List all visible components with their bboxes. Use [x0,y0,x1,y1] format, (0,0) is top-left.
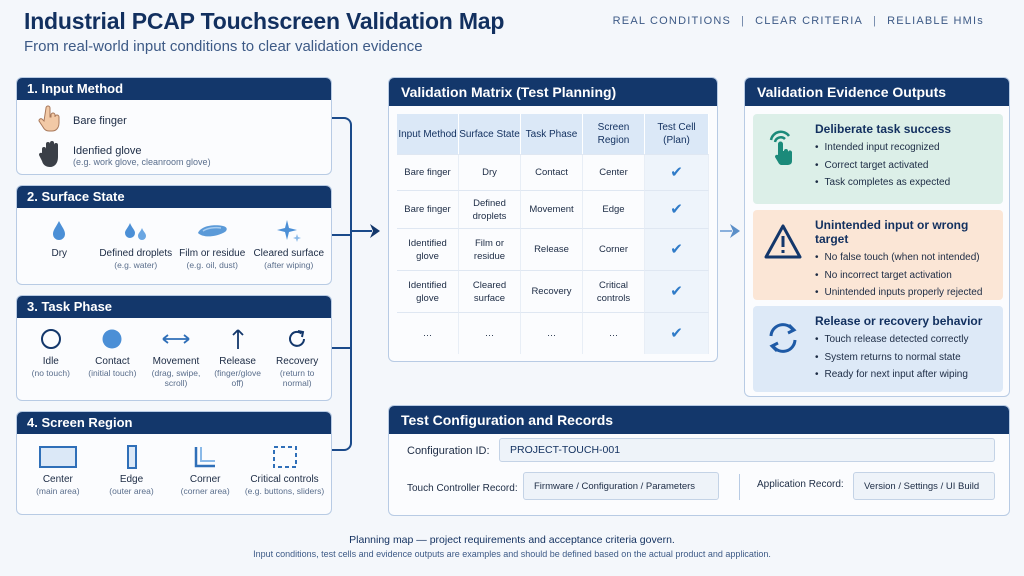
footer-disclaimer: Input conditions, test cells and evidence outputs are examples and should be defined based on the actual product and application. [253,549,771,559]
table-cell: Movement [521,190,583,228]
check-icon: ✔ [645,312,709,354]
region-item-critical [242,444,327,496]
table-row [397,270,709,312]
region-item-label: Center [42,474,73,485]
evidence-block-title: Release or recovery behavior [815,314,983,328]
column-header: Task Phase [521,114,583,154]
connector-line [332,117,352,451]
region-item-sub: (outer area) [109,486,154,496]
edge-region-icon [95,444,169,470]
warning-icon [763,222,803,262]
refresh-arrows-icon [763,318,803,358]
filled-circle-icon [81,326,143,352]
corner-region-icon [168,444,242,470]
surface-item-label: Film or residue [179,248,246,259]
table-cell: Corner [583,228,645,270]
evidence-title: Validation Evidence Outputs [745,78,1009,106]
phase-item-label: Release [219,356,256,367]
configuration-id-label: Configuration ID: [407,445,490,457]
check-icon: ✔ [645,228,709,270]
table-cell: Identified glove [397,270,459,312]
table-row [397,312,709,354]
input-method-card [16,77,332,175]
table-header-row [397,114,709,154]
hand-pointer-icon [37,105,63,138]
tag-clear-criteria: CLEAR CRITERIA [755,15,864,27]
input-item-label: Bare finger [73,115,127,127]
table-cell: … [583,312,645,354]
evidence-item: • Correct target activated [815,157,995,175]
task-phase-card [16,295,332,401]
refresh-icon [268,326,326,352]
sparkle-icon [251,218,328,244]
surface-item-sub: (e.g. oil, dust) [186,260,238,270]
column-header: Test Cell (Plan) [645,114,709,154]
surface-state-title: 2. Surface State [17,186,331,208]
evidence-block-title: Deliberate task success [815,122,952,136]
phase-item-idle [22,326,80,378]
application-record-field[interactable]: Version / Settings / UI Build [853,472,995,500]
glove-icon [37,139,63,174]
surface-item-film [174,218,251,270]
evidence-block-unintended [753,210,1003,300]
surface-state-card [16,185,332,285]
table-cell: Edge [583,190,645,228]
tag-separator: | [741,15,746,27]
phase-item-sub: (drag, swipe, scroll) [151,368,201,388]
connector-line [332,234,352,236]
evidence-item: • Ready for next input after wiping [815,366,995,384]
evidence-block-recovery [753,306,1003,392]
phase-item-contact [81,326,143,378]
table-cell: Contact [521,154,583,190]
arrow-right-icon [728,222,742,245]
table-cell: … [397,312,459,354]
region-item-edge [95,444,169,496]
table-cell: … [521,312,583,354]
evidence-block-success [753,114,1003,204]
phase-item-label: Movement [152,356,200,367]
surface-item-sub: (e.g. water) [114,260,158,270]
screen-region-title: 4. Screen Region [17,412,331,434]
touch-controller-record-label: Touch Controller Record: [407,483,518,494]
region-item-sub: (e.g. buttons, sliders) [244,486,325,496]
evidence-item: • Touch release detected correctly [815,331,995,349]
touch-controller-record-field[interactable]: Firmware / Configuration / Parameters [523,472,719,500]
surface-item-dry [21,218,98,260]
validation-matrix-table [397,114,709,354]
film-icon [174,218,251,244]
table-cell: Dry [459,154,521,190]
page-title: Industrial PCAP Touchscreen Validation Map [24,8,505,34]
table-cell: Identified glove [397,228,459,270]
column-header: Screen Region [583,114,645,154]
phase-item-label: Idle [42,356,59,367]
table-cell: Cleared surface [459,270,521,312]
input-method-title: 1. Input Method [17,78,331,100]
tag-reliable-hmis: RELIABLE HMIs [887,15,984,27]
config-title: Test Configuration and Records [389,406,1009,434]
region-item-label: Corner [189,474,221,485]
table-row [397,190,709,228]
column-header: Input Method [397,114,459,154]
region-item-label: Critical controls [250,474,319,485]
table-cell: Center [583,154,645,190]
region-item-corner [168,444,242,496]
droplets-icon [98,218,175,244]
phase-item-sub: (finger/glove off) [214,368,261,388]
input-item-sub: (e.g. work glove, cleanroom glove) [73,157,211,167]
table-row [397,154,709,190]
check-icon: ✔ [645,154,709,190]
tap-hand-icon [763,126,803,166]
region-item-label: Edge [119,474,144,485]
surface-item-sub: (after wiping) [264,260,314,270]
surface-item-cleared [251,218,328,270]
region-item-sub: (main area) [36,486,80,496]
surface-item-droplets [98,218,175,270]
table-row [397,228,709,270]
evidence-item: • No incorrect target activation [815,267,995,285]
footer-note: Planning map — project requirements and acceptance criteria govern. [349,534,675,546]
evidence-item: • Unintended inputs properly rejected [815,284,995,302]
input-item-label: Idenfied glove [73,145,142,157]
phase-item-sub: (return to normal) [279,368,315,388]
phase-item-release [209,326,267,388]
table-cell: Recovery [521,270,583,312]
table-cell: Critical controls [583,270,645,312]
application-record-label: Application Record: [757,479,844,490]
evidence-item: • No false touch (when not intended) [815,249,995,267]
phase-item-recovery [268,326,326,388]
surface-item-label: Dry [51,248,68,259]
check-icon: ✔ [645,270,709,312]
divider [739,474,740,500]
input-item-glove [17,138,331,174]
region-item-sub: (corner area) [180,486,230,496]
evidence-block-title: Unintended input or wrong target [815,218,969,246]
input-item-bare-finger [17,104,331,138]
table-cell: Release [521,228,583,270]
evidence-item: • Task completes as expected [815,174,995,192]
double-arrow-icon [145,326,207,352]
check-icon: ✔ [645,190,709,228]
phase-item-label: Contact [95,356,130,367]
column-header: Surface State [459,114,521,154]
matrix-title: Validation Matrix (Test Planning) [389,78,717,106]
table-cell: Bare finger [397,154,459,190]
phase-item-sub: (no touch) [31,368,70,378]
surface-item-label: Cleared surface [253,248,325,259]
table-cell: Defined droplets [459,190,521,228]
table-cell: Bare finger [397,190,459,228]
center-region-icon [21,444,95,470]
droplet-icon [21,218,98,244]
circle-outline-icon [22,326,80,352]
phase-item-label: Recovery [276,356,319,367]
evidence-item: • System returns to normal state [815,349,995,367]
screen-region-card [16,411,332,515]
tag-real-conditions: REAL CONDITIONS [612,15,732,27]
critical-controls-icon [242,444,327,470]
test-configuration-card [388,405,1010,516]
header-tags [613,15,984,27]
validation-matrix-card [388,77,718,362]
phase-item-sub: (initial touch) [88,368,137,378]
task-phase-title: 3. Task Phase [17,296,331,318]
region-item-center [21,444,95,496]
evidence-item: • Intended input recognized [815,139,995,157]
tag-separator: | [873,15,878,27]
arrow-up-icon [209,326,267,352]
table-cell: Film or residue [459,228,521,270]
table-cell: … [459,312,521,354]
phase-item-movement [145,326,207,388]
evidence-outputs-card [744,77,1010,397]
surface-item-label: Defined droplets [99,248,173,259]
arrow-right-icon [368,222,382,245]
page-subtitle: From real-world input conditions to clear validation evidence [24,38,423,55]
connector-line [332,347,352,349]
configuration-id-field[interactable]: PROJECT-TOUCH-001 [499,438,995,462]
